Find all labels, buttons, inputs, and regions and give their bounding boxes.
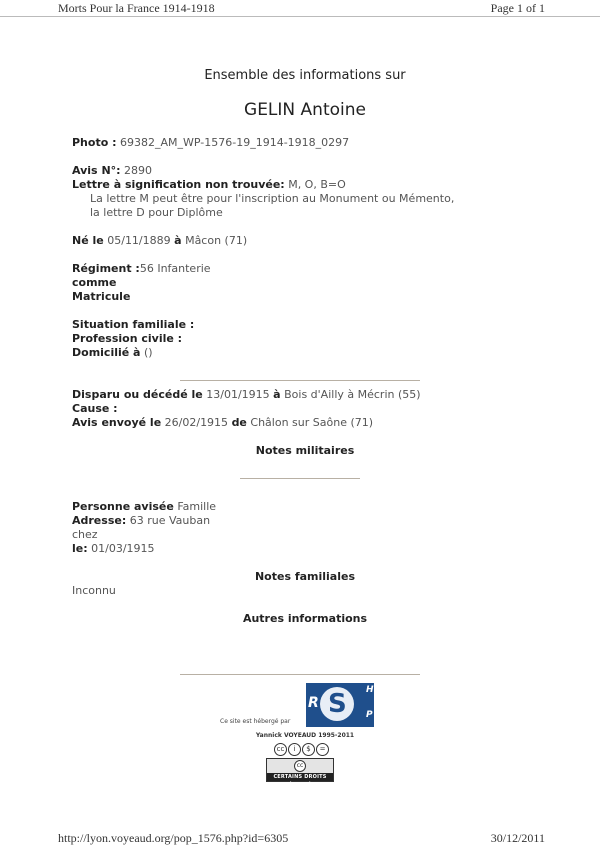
matricule-label: Matricule	[72, 290, 131, 303]
avis-line: Avis N°: 2890	[72, 164, 153, 177]
personne-value: Famille	[177, 500, 217, 513]
by-icon: i	[288, 743, 301, 756]
lettre-line: Lettre à signification non trouvée: M, O, B=O	[72, 178, 346, 191]
nc-icon: $	[302, 743, 315, 756]
regiment-value: 56 Infanterie	[139, 262, 211, 275]
notes-familiales-value: Inconnu	[72, 584, 116, 597]
divider	[180, 380, 420, 381]
nd-icon: =	[316, 743, 329, 756]
adresse-line: Adresse: 63 rue Vauban	[72, 514, 211, 527]
divider	[240, 478, 360, 479]
person-name: GELIN Antoine	[244, 100, 366, 120]
print-header-page: Page 1 of 1	[490, 1, 545, 15]
print-header	[0, 0, 600, 17]
avis-envoye-place: Châlon sur Saône (71)	[250, 416, 374, 429]
lettre-note-1: La lettre M peut être pour l'inscription au Monument ou Mémento,	[90, 192, 455, 205]
profession-line: Profession civile :	[72, 332, 183, 345]
regiment-line: Régiment :56 Infanterie	[72, 262, 211, 275]
logo-h-letter: H	[366, 685, 374, 695]
naissance-place: Mâcon (71)	[185, 234, 248, 247]
naissance-date: 05/11/1889	[107, 234, 171, 247]
cc-badge[interactable]	[266, 758, 334, 788]
photo-value: 69382_AM_WP-1576-19_1914-1918_0297	[120, 136, 350, 149]
domicile-value: ()	[143, 346, 153, 359]
hosting-label: Ce site est hébergé par	[220, 718, 291, 725]
comme-label: comme	[72, 276, 117, 289]
deces-line: Disparu ou décédé le 13/01/1915 à Bois d'Ailly à Mécrin (55)	[72, 388, 421, 401]
le-line: le: 01/03/1915	[72, 542, 155, 555]
cc-license-icons[interactable]	[274, 743, 329, 756]
adresse-value: 63 rue Vauban	[129, 514, 211, 527]
avis-value: 2890	[124, 164, 153, 177]
photo-line: Photo : 69382_AM_WP-1576-19_1914-1918_0297	[72, 136, 350, 149]
cause-line: Cause :	[72, 402, 118, 415]
page-heading: Ensemble des informations sur	[204, 68, 406, 83]
lettre-value: M, O, B=O	[288, 178, 346, 191]
print-footer-date: 30/12/2011	[490, 831, 545, 845]
print-footer	[0, 830, 600, 846]
print-footer-url: http://lyon.voyeaud.org/pop_1576.php?id=6305	[58, 831, 289, 845]
divider	[180, 674, 420, 675]
cc-icon: cc	[274, 743, 287, 756]
avis-envoye-date: 26/02/1915	[164, 416, 229, 429]
print-header-title: Morts Pour la France 1914-1918	[58, 1, 215, 15]
situation-line: Situation familiale :	[72, 318, 195, 331]
avis-envoye-line: Avis envoyé le 26/02/1915 de Châlon sur Saône (71)	[72, 416, 374, 429]
logo-p-letter: P	[366, 710, 373, 720]
le-value: 01/03/1915	[91, 542, 155, 555]
domicile-line: Domicilié à ()	[72, 346, 153, 359]
notes-militaires-title: Notes militaires	[255, 444, 355, 457]
autres-informations-title: Autres informations	[242, 612, 368, 625]
lettre-note-2: la lettre D pour Diplôme	[90, 206, 223, 219]
cc-badge-text: CERTAINS DROITS RÉSERVÉS	[267, 773, 333, 781]
author-credit: Yannick VOYEAUD 1995-2011	[255, 732, 355, 739]
cc-badge-icon: cc	[294, 760, 306, 772]
chez-label: chez	[72, 528, 98, 541]
logo-r-letter: R	[308, 695, 319, 711]
deces-date: 13/01/1915	[206, 388, 270, 401]
personne-line: Personne avisée Famille	[72, 500, 217, 513]
logo-s-letter: S	[328, 689, 347, 719]
host-logo[interactable]	[306, 683, 374, 727]
deces-place: Bois d'Ailly à Mécrin (55)	[284, 388, 421, 401]
notes-familiales-title: Notes familiales	[254, 570, 356, 583]
naissance-line: Né le 05/11/1889 à Mâcon (71)	[72, 234, 248, 247]
